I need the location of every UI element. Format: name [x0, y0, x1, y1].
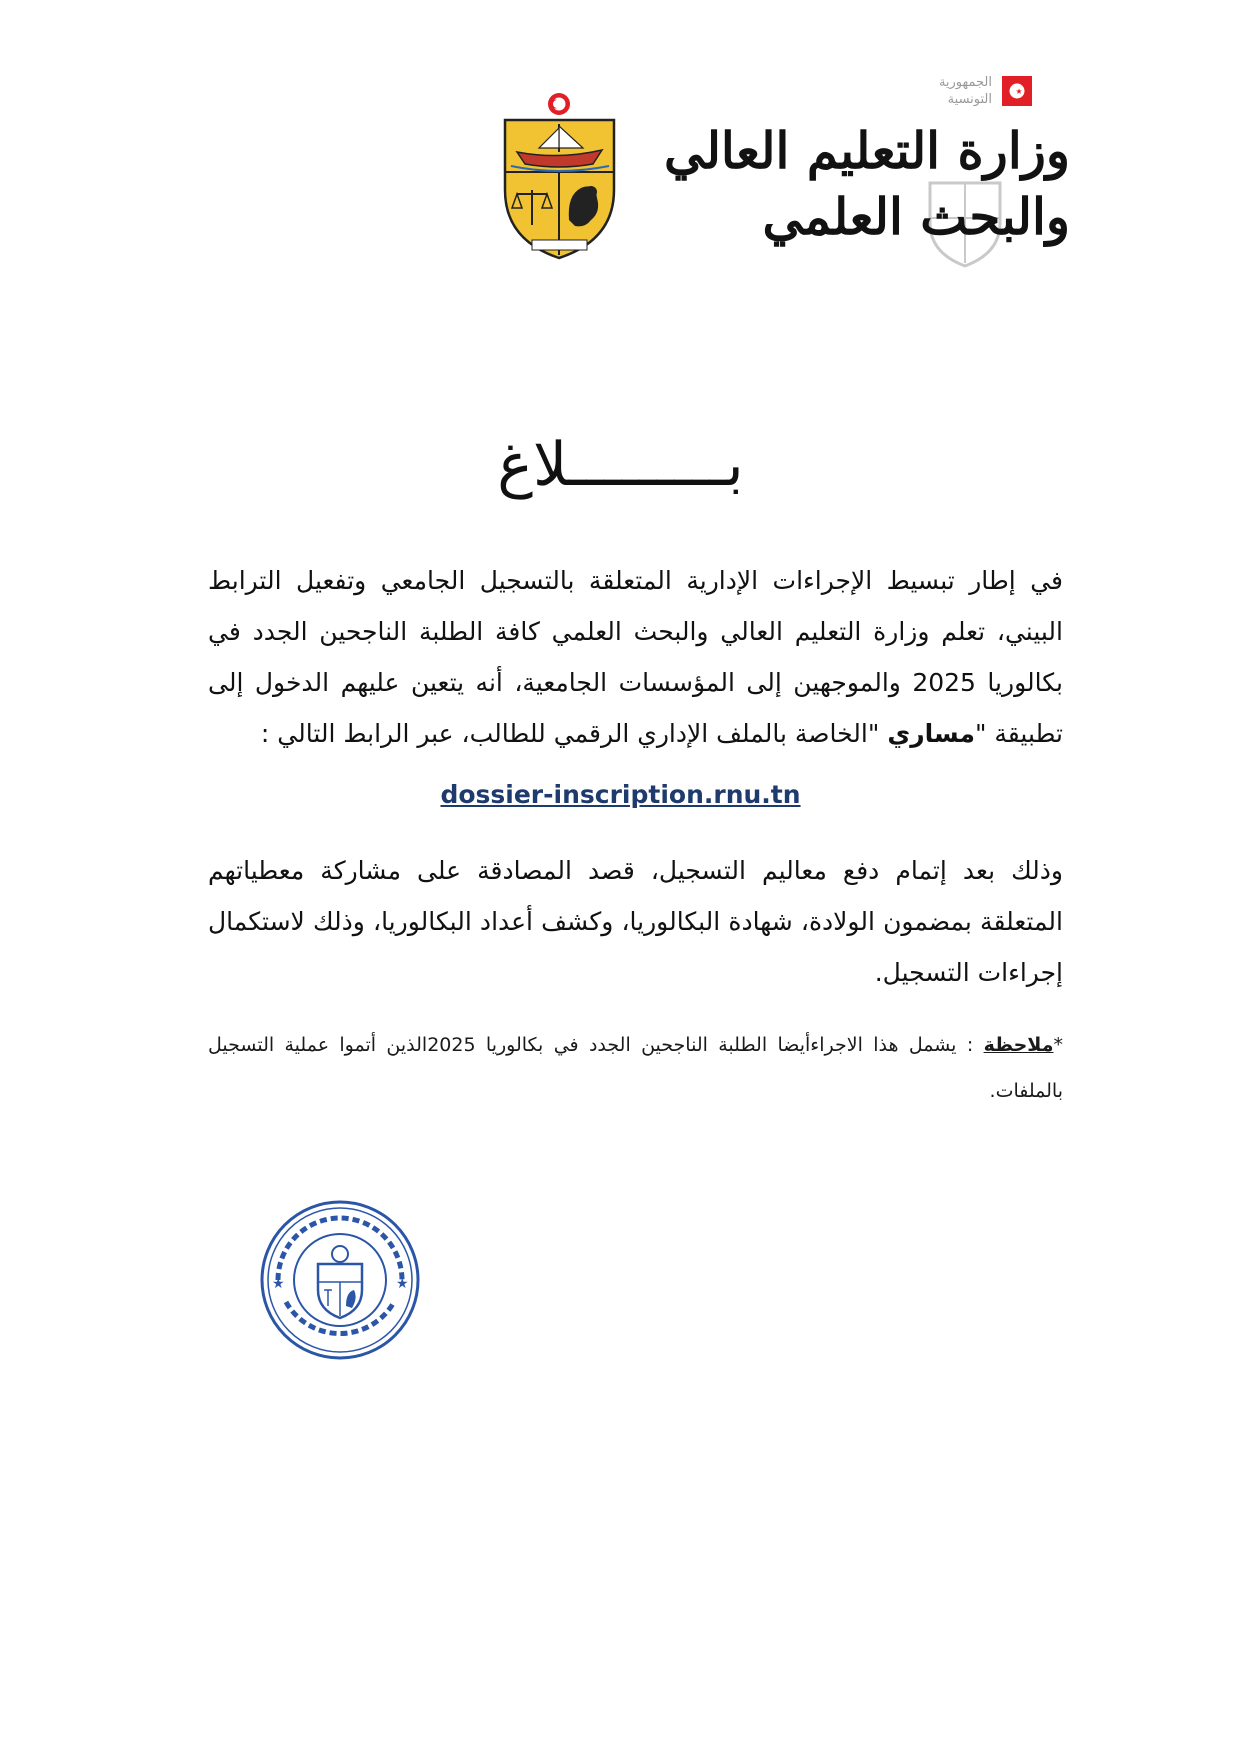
link-container	[0, 780, 1241, 809]
announcement-paragraph	[208, 555, 1063, 759]
note-asterisk: *	[1053, 1034, 1063, 1056]
ministry-name	[664, 118, 1070, 250]
svg-text:★: ★	[272, 1276, 285, 1292]
tunisia-coat-of-arms-icon	[497, 90, 622, 260]
paragraph-text-after: "الخاصة بالملف الإداري الرقمي للطالب، عبر الرابط التالي :	[260, 719, 888, 748]
registration-link[interactable]: dossier-inscription.rnu.tn	[440, 780, 801, 809]
republic-name	[939, 74, 992, 108]
instructions-paragraph: وذلك بعد إتمام دفع معاليم التسجيل، قصد المصادقة على مشاركة معطياتهم المتعلقة بمضمون الولادة، شهادة البكالوريا، وكشف أعداد البكالوريا، وذلك لاستكمال إجراءات التسجيل.	[208, 856, 1063, 987]
note	[208, 1022, 1063, 1114]
svg-text:★: ★	[396, 1276, 409, 1292]
tunisia-flag-icon	[1002, 76, 1032, 106]
official-stamp-icon	[258, 1198, 423, 1363]
note-text: : يشمل هذا الاجراءأيضا الطلبة الناجحين الجدد في بكالوريا 2025الذين أتموا عملية التسجيل بالملفات.	[208, 1034, 1063, 1102]
republic-line-1: الجمهورية	[938, 75, 992, 90]
paragraph-text-before: في إطار تبسيط الإجراءات الإدارية المتعلقة بالتسجيل الجامعي وتفعيل الترابط البيني، تعلم وزارة التعليم العالي والبحث العلمي كافة الطلبة الناجحين الجدد في بكالوريا 2025 والموجهين إلى المؤسسات الجامعية، أنه يتعين عليهم الدخول إلى تطبيقة "	[208, 566, 1063, 748]
ministry-name-line-2: والبحث العلمي	[762, 187, 1070, 246]
page-title: بـــــــــلاغ	[497, 430, 744, 500]
republic-line-2: التونسية	[947, 92, 992, 107]
ministry-name-line-1: وزارة التعليم العالي	[664, 121, 1070, 180]
app-name: مساري	[887, 719, 975, 748]
note-label: ملاحظة	[983, 1034, 1054, 1056]
ministry-logo	[664, 70, 1070, 270]
